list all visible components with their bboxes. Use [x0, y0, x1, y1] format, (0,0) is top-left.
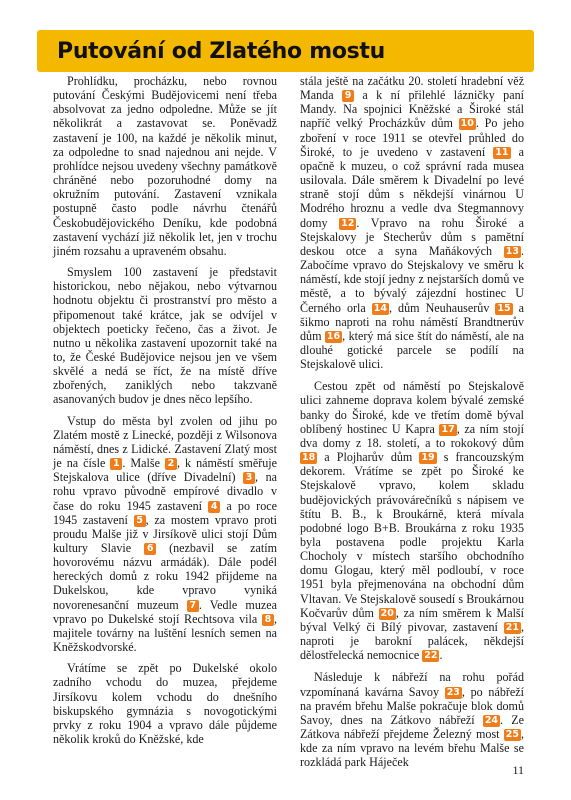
right-column — [300, 74, 525, 770]
stop-number-marker: 24 — [484, 714, 499, 726]
paragraph-text: a po roce 1945 zastavení — [53, 498, 277, 527]
paragraph-text: , na rohu vpravo původně empírové divadlo v čase do roku 1945 zastavení — [53, 470, 277, 513]
paragraph-text: Prohlídku, procházku, nebo rovnou putování Českými Budějovicemi není třeba absolvovat za jedno odpoledne. Může se jít několikrát a zastavovat se. Poněvadž zastavení je 100, na každé je několik minut, za odpoledne to snad najednou ani nejde. V prohlídce nejsou uvedeny všechny památkově chráněné nebo pozoruhodné domy na okružním putování. Zastavení vznikala postupně často podle návrhu čtenářů Českobudějovického Deníku, kde podobná zastavení vychází již několik let, jen v trochu jiném rozsahu a upraveném obsahu. — [53, 74, 277, 258]
paragraph-text: a šikmo naproti na rohu náměstí Brandtnerův dům — [300, 300, 524, 343]
title-banner — [37, 30, 534, 72]
stop-number-marker: 7 — [187, 600, 199, 612]
paragraph — [300, 670, 524, 769]
paragraph-text: . Vpravo na rohu Široké a Stejskalovy je Stecherův dům s pamětní deskou otce a syna Maňákových — [300, 215, 524, 258]
stop-number-marker: 13 — [505, 245, 519, 257]
paragraph-text: . Zabočíme vpravo do Stejskalovy ve směru k náměstí, kde stojí jedny z nejstarších domů ve městě, a to bývalý zájezdní hostinec U Černého orla — [300, 243, 524, 315]
paragraph-text: , majitele továrny na luštění lesních semen na Kněžskodvorské. — [53, 611, 277, 655]
paragraph-text: , k náměstí směřuje Stejskalova ulice (dříve Divadelní) — [53, 456, 278, 485]
paragraph — [300, 74, 524, 371]
paragraph-text: (nezbavil se zatím hovorovému názvu armádák). Dále podél hereckých domů z roku 1942 přijdeme na Dukelskou, kde vpravo vyniká novorenesanční muzeum — [53, 541, 277, 612]
stop-number-marker: 8 — [262, 614, 274, 626]
paragraph-text: . Po jeho zboření v roce 1911 se otevřel průhled do Široké, to je uvedeno v zastavení — [300, 116, 524, 159]
stop-number-marker: 25 — [505, 729, 519, 741]
paragraph-text: , který má sice štít do náměstí, ale na dlouhé gotické parcele se podílí na Stejskalově ulici. — [300, 328, 524, 372]
stop-number-marker: 9 — [342, 90, 354, 102]
paragraph-text: a Plojharův dům — [317, 450, 420, 465]
paragraph — [53, 265, 277, 407]
page-number: 11 — [512, 763, 524, 777]
stop-number-marker: 19 — [421, 452, 435, 464]
stop-number-marker: 1 — [110, 458, 122, 470]
paragraph-text: , za ním stojí dva domy z 18. století, a to rokokový dům — [300, 421, 524, 450]
stop-number-marker: 22 — [424, 650, 438, 662]
paragraph-text: , naproti je barokní palácek, někdejší dělostřelecká nemocnice — [300, 619, 524, 663]
paragraph-text: stála ještě na začátku 20. století hradební věž Manda — [300, 74, 524, 103]
paragraph-text: Vrátíme se zpět po Dukelské okolo zadního vchodu do muzea, přejdeme Jirsíkovu kolem vchodu do dnešního biskupského gymnázia s novogotickými prvky z roku 1904 a vpravo dále půjdeme několik kroků do Kněžské, kde — [53, 661, 277, 747]
stop-number-marker: 14 — [373, 302, 388, 314]
stop-number-marker: 18 — [302, 452, 316, 464]
stop-number-marker: 6 — [144, 543, 156, 555]
paragraph-text: a opačně k muzeu, o což správní rada musea usilovala. Dále směrem k Divadelní po levé straně stojí dům s někdejší vinárnou U Modrého hroznu a vedle dva Stegmannovy domy — [300, 144, 524, 230]
paragraph — [53, 661, 277, 746]
page-title: Putování od Zlatého mostu — [57, 38, 386, 64]
stop-number-marker: 11 — [495, 146, 509, 158]
stop-number-marker: 2 — [165, 458, 177, 470]
paragraph-text: Cestou zpět od náměstí po Stejskalově ulici zahneme doprava kolem bývalé zemské banky do Široké, kde ve třetím domě býval oblíbený hostinec U Kapra — [300, 379, 524, 436]
paragraph-text: . — [439, 648, 443, 663]
stop-number-marker: 20 — [380, 607, 394, 619]
stop-number-marker: 16 — [326, 330, 341, 342]
paragraph-text: , za ním směrem k Malší býval Velký či Bílý pivovar, zastavení — [300, 605, 524, 634]
paragraph-text: a k ní přilehlé lázničky paní Mandy. Na spojnici Kněžské a Široké stál napříč velký Procházkův dům — [300, 88, 525, 131]
paragraph-text: Následuje k nábřeží na rohu pořád vzpomínaná kavárna Savoy — [300, 670, 524, 699]
paragraph-text: , za mostem vpravo proti proudu Malše již v Jirsíkově ulici stojí Dům kultury Slavie — [53, 512, 277, 555]
left-column — [53, 74, 277, 754]
paragraph-text: , dům Neuhauserův — [389, 300, 496, 315]
article-body — [53, 74, 525, 770]
stop-number-marker: 5 — [134, 515, 146, 527]
paragraph-text: . Malše — [122, 456, 165, 471]
paragraph — [300, 379, 524, 662]
paragraph-text: , kde za ním vpravo na levém břehu Malše se rozkládá park Háječek — [300, 727, 524, 770]
stop-number-marker: 15 — [497, 302, 511, 314]
paragraph-text: s francouzským dekorem. Vrátíme se zpět po Široké ke Stejskalově vpravo, kolem skladu budějovických právovárečníků s nápisem ve štítu B. B., k Broukárně, která mívala podobné logo B+B. Broukárna z roku 1935 byla postavena podle projektu Karla Chocholy v místech staršího obchodního domu Glogau, který měl podloubí, v roce 1951 byla přejmenována na obchodní dům Vltavan. Ve Stejskalově sousedí s Broukárnou Kočvarův dům — [300, 450, 524, 620]
stop-number-marker: 3 — [243, 472, 255, 484]
paragraph-text: . Ze Zátkova nábřeží přejdeme Železný most — [300, 712, 524, 742]
stop-number-marker: 23 — [446, 686, 460, 698]
paragraph-text: , po nábřeží na pravém břehu Malše pokračuje blok domů Savoy, dnes na Zátkovo nábřeží — [300, 684, 525, 727]
paragraph-text: Smyslem 100 zastavení je představit historickou, nebo nějakou, nebo výtvarnou hodnotu objektu či prostranství pro město a připomenout také krátce, jak se odvíjel v objektech poeticky řečeno, čas a život. Je nutno u několika zastavení upozornit také na to, že České Budějovice nejsou jen ve všem skvělé a nedá se říct, že na místě dříve zbořených, zaniklých nebo takzvaně asanovaných budov je dnes něco lepšího. — [53, 265, 277, 407]
stop-number-marker: 17 — [441, 423, 455, 435]
stop-number-marker: 10 — [460, 118, 474, 130]
paragraph — [53, 74, 277, 258]
stop-number-marker: 21 — [505, 621, 519, 633]
paragraph-text: Vstup do města byl zvolen od jihu po Zlatém mostě z Linecké, později z Wilsonova náměstí, dnes z Lidické. Zastavení Zlatý most je na čísle — [53, 413, 277, 471]
stop-number-marker: 4 — [208, 501, 220, 513]
paragraph — [53, 414, 277, 655]
paragraph-text: . Vedle muzea vpravo po Dukelské stojí Rechtsova vila — [53, 597, 277, 626]
stop-number-marker: 12 — [341, 217, 355, 229]
